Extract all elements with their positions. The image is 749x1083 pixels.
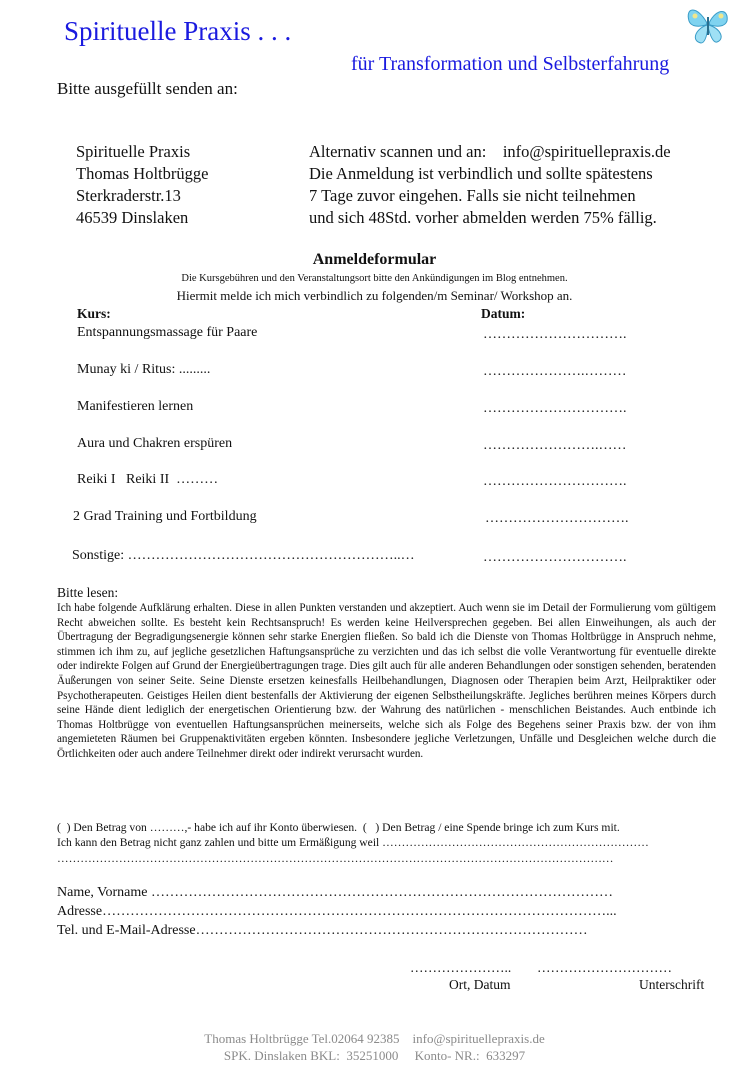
course-label: Manifestieren lernen [77, 399, 194, 414]
payment-reason-line[interactable]: ……………………………………………………………………………………………………………………………… [57, 852, 614, 865]
date-header: Datum: [481, 306, 526, 321]
address-line: Spirituelle Praxis [76, 142, 191, 161]
alternative-line: und sich 48Std. vorher abmelden werden 75% fällig. [309, 208, 657, 227]
course-date-field[interactable]: …………………….…… [483, 438, 627, 453]
notice-heading: Bitte lesen: [57, 585, 119, 600]
address-line: Thomas Holtbrügge [76, 164, 209, 183]
alternative-line: Alternativ scannen und an: info@spirituellepraxis.de [309, 142, 671, 161]
course-label: Munay ki / Ritus: ......... [77, 362, 211, 377]
form-statement: Hiermit melde ich mich verbindlich zu folgenden/m Seminar/ Workshop an. [176, 288, 573, 303]
form-title: Anmeldeformular [312, 251, 437, 268]
course-label: Aura und Chakren erspüren [77, 436, 233, 451]
signature-label: Unterschrift [639, 977, 705, 992]
alternative-line: Die Anmeldung ist verbindlich und sollte spätestens [309, 164, 653, 183]
alternative-line: 7 Tage zuvor eingehen. Falls sie nicht teilnehmen [309, 186, 636, 205]
course-other-field[interactable]: Sonstige: …………………………………………………..… [72, 548, 415, 563]
payment-option-line[interactable]: ( ) Den Betrag von ………,- habe ich auf ihr Konto überwiesen. ( ) Den Betrag / eine Spende bringe ich zum Kurs mit. [57, 821, 620, 834]
form-note: Die Kursgebühren und den Veranstaltungsort bitte den Ankündigungen im Blog entnehmen. [181, 273, 568, 284]
tel-email-field[interactable]: Tel. und E-Mail-Adresse………………………………………………………………………… [57, 923, 588, 938]
page-title: Spirituelle Praxis . . . [64, 16, 292, 46]
course-date-field[interactable]: …………………………. [483, 550, 627, 565]
course-date-field[interactable]: …………………………. [483, 401, 627, 416]
course-label: Entspannungsmassage für Paare [77, 325, 258, 340]
place-date-field[interactable]: ………………….. [410, 960, 512, 975]
name-field[interactable]: Name, Vorname ……………………………………………………………………………………… [57, 885, 613, 900]
send-to-label: Bitte ausgefüllt senden an: [57, 79, 238, 98]
course-label: Reiki I Reiki II ……… [77, 472, 219, 487]
footer-bank: SPK. Dinslaken BKL: 35251000 Konto- NR.: 633297 [223, 1048, 526, 1063]
course-date-field[interactable]: …………………………. [483, 474, 627, 489]
course-header: Kurs: [77, 306, 111, 321]
address-field[interactable]: Adresse………………………………………………………………………………………………... [57, 904, 617, 919]
butterfly-icon [683, 3, 733, 47]
course-date-field[interactable]: …………………………. [485, 511, 629, 526]
address-line: 46539 Dinslaken [76, 208, 189, 227]
address-line: Sterkraderstr.13 [76, 186, 181, 205]
course-date-field[interactable]: …………………………. [483, 327, 627, 342]
course-label: 2 Grad Training und Fortbildung [73, 509, 257, 524]
payment-reduction-line[interactable]: Ich kann den Betrag nicht ganz zahlen und bitte um Ermäßigung weil …………………………………………………………… [57, 836, 649, 849]
notice-text: Ich habe folgende Aufklärung erhalten. Diese in allen Punkten verstanden und akzeptiert. Auch wenn sie im Detail der Formulierung vom gültigem Recht abweichen sollte. Es besteht kein Rechtsanspruch! Es werden keine Heilversprechen gegeben. Bei allen Einweihungen, als auch der Übertragung der Begradigungsenergie können sehr starke Energien fließen. So bald ich die Dienste von Thomas Holtbrügge in Anspruch nehme, stimmen ich ihm zu, auf jegliche gesetzlichen Haftungsansprüche zu verzichten und das ich selbst die volle Verantwortung für eventuelle direkte oder indirekte Folgen auf Grund der Energieübertragungen trage. Dies gilt auch für alle anderen Behandlungen oder sonstigen sehenden, beratenden Äußerungen von seiner Seite. Seine Dienste ersetzen keinesfalls Heilbehandlungen, Diagnosen oder Therapien beim Arzt, Heilpraktiker oder Psychotherapeuten. Geistiges Heilen dient bestenfalls der Aktivierung der eigenen Selbstheilungskräfte. Jegliches berühren meines Körpers durch seine Hände dient lediglich der energetischen Orientierung bzw. der Wahrung des natürlichen - menschlichen Beistandes. Auch entbinde ich Thomas Holtbrügge von eventuellen Haftungsansprüchen meinerseits, welche sich als Folge des Begehens seiner Praxis bzw. der von ihm angemieteten Räumen bei Gruppenaktivitäten ergeben könnten. Insbesondere jegliche Verletzungen, Unfälle und Desgleichen welche durch die Örtlichkeiten oder auch andere Teilnehmer direkt oder indirekt verursacht wurden. [57, 602, 716, 760]
place-date-label: Ort, Datum [449, 977, 511, 992]
page-subtitle: für Transformation und Selbsterfahrung [351, 53, 670, 75]
footer-contact: Thomas Holtbrügge Tel.02064 92385 info@spirituellepraxis.de [204, 1031, 545, 1046]
signature-field[interactable]: ………………………… [537, 960, 672, 975]
course-date-field[interactable]: ………………….……… [483, 364, 627, 379]
